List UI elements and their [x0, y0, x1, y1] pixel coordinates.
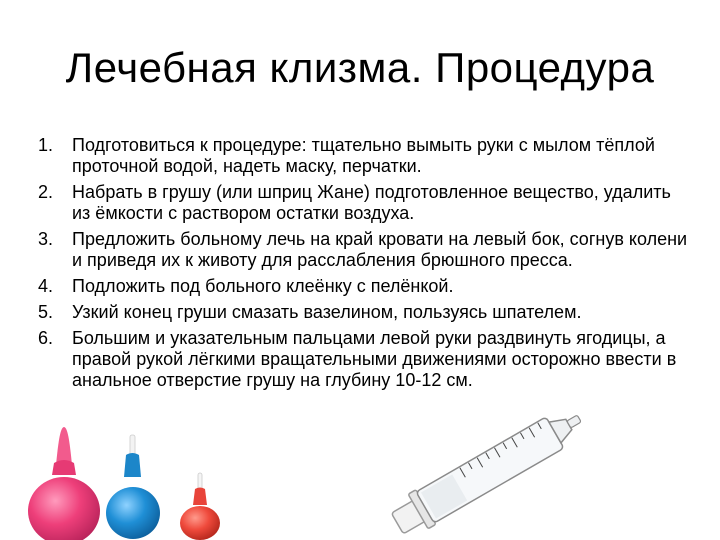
step-number: 5.	[38, 302, 54, 322]
step-number: 2.	[38, 182, 54, 202]
step-text: Подготовиться к процедуре: тщательно вымыть руки с мылом тёплой проточной водой, надеть маску, перчатки.	[72, 135, 655, 176]
list-item	[38, 182, 688, 224]
step-text: Большим и указательным пальцами левой руки раздвинуть ягодицы, а правой рукой лёгкими вращательными движениями осторожно ввести в анальное отверстие грушу на глубину 10-12 см.	[72, 328, 677, 390]
step-number: 4.	[38, 276, 54, 296]
step-number: 1.	[38, 135, 54, 155]
bulb-syringes-image	[0, 425, 250, 540]
list-item	[38, 328, 688, 391]
step-text: Подложить под больного клеёнку с пелёнкой.	[72, 276, 454, 296]
list-item	[38, 276, 688, 297]
blue-bulb	[106, 435, 160, 539]
step-number: 6.	[38, 328, 54, 348]
step-text: Узкий конец груши смазать вазелином, пользуясь шпателем.	[72, 302, 582, 322]
procedure-steps-list	[38, 135, 688, 396]
pink-bulb	[28, 427, 100, 540]
syringe-image	[385, 400, 595, 535]
step-number: 3.	[38, 229, 54, 249]
list-item	[38, 229, 688, 271]
step-text: Предложить больному лечь на край кровати на левый бок, согнув колени и приведя их к животу для расслабления брюшного пресса.	[72, 229, 688, 270]
list-item	[38, 302, 688, 323]
slide-title: Лечебная клизма. Процедура	[65, 44, 655, 91]
list-item	[38, 135, 688, 177]
step-text: Набрать в грушу (или шприц Жане) подготовленное вещество, удалить из ёмкости с раствором остатки воздуха.	[72, 182, 671, 223]
red-bulb	[180, 473, 220, 540]
